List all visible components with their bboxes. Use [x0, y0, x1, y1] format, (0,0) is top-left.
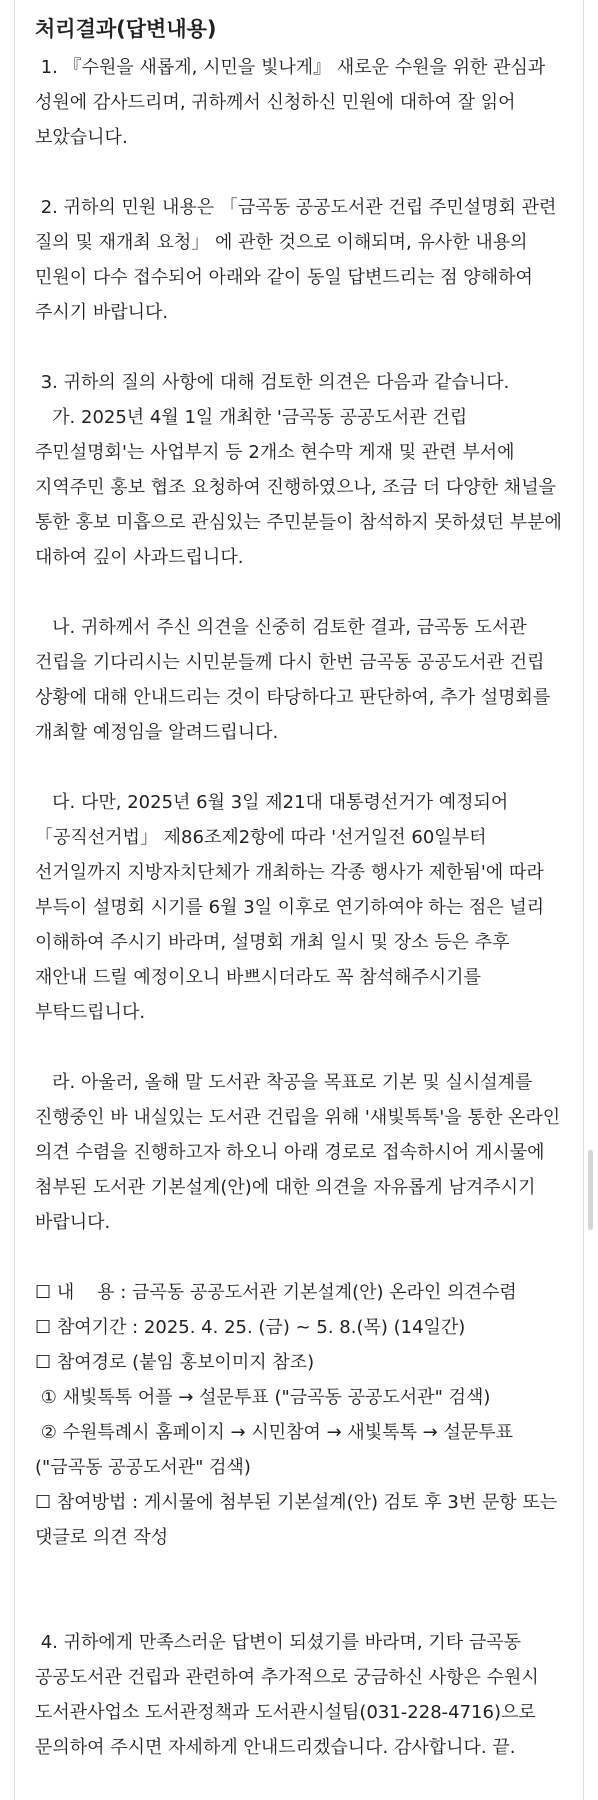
participation-info-list: ☐ 내 용 : 금곡동 공공도서관 기본설계(안) 온라인 의견수렴 ☐ 참여기간 : 2025. 4. 25. (금) ~ 5. 8.(목) (14일간) ☐ 참여경로 (붙임 홍보이미지 참조) ① 새빛톡톡 어플 → 설문투표 ("금곡동 공공도서관" 검색) ② 수원특례시 홈페이지 → 시민참여 → 새빛톡톡 → 설문투표 ("금곡동 공공도서관" 검색) ☐ 참여방법 : 게시물에 첨부된 기본설계(안) 검토 후 3번 문항 또는 댓글로 의견 작성: [35, 1282, 558, 1548]
document-body: [35, 10, 565, 1765]
paragraph-3-da: 다. 다만, 2025년 6월 3일 제21대 대통령선거가 예정되어 「공직선거법」 제86조제2항에 따라 '선거일전 60일부터 선거일까지 지방자치단체가 개최하는 각종 행사가 제한됨'에 따라 부득이 설명회 시기를 6월 3일 이후로 연기하여야 하는 점은 널리 이해하여 주시기 바라며, 설명회 개최 일시 및 장소 등은 추후 재안내 드릴 예정이오니 바쁘시더라도 꼭 참석해주시기를 부탁드립니다.: [35, 792, 550, 1023]
paragraph-4-closing: 4. 귀하에게 만족스러운 답변이 되셨기를 바라며, 기타 금곡동 공공도서관 건립과 관련하여 추가적으로 궁금하신 사항은 수원시 도서관사업소 도서관정책과 도서관시설팀(031-228-4716)으로 문의하여 주시면 자세하게 안내드리겠습니다. 감사합니다. 끝.: [35, 1632, 545, 1758]
paragraph-2-summary: 2. 귀하의 민원 내용은 「금곡동 공공도서관 건립 주민설명회 관련 질의 및 재개최 요청」 에 관한 것으로 이해되며, 유사한 내용의 민원이 다수 접수되어 아래와 같이 동일 답변드리는 점 양해하여 주시기 바랍니다.: [35, 197, 563, 323]
result-heading: 처리결과(답변내용): [35, 17, 217, 41]
scrollbar-thumb[interactable]: [588, 1150, 593, 1230]
paragraph-3-ra: 라. 아울러, 올해 말 도서관 착공을 목표로 기본 및 실시설계를 진행중인 바 내실있는 도서관 건립을 위해 '새빛톡톡'을 통한 온라인 의견 수렴을 진행하고자 하오니 아래 경로로 접속하시어 게시물에 첨부된 도서관 기본설계(안)에 대한 의견을 자유롭게 남겨주시기 바랍니다.: [35, 1072, 566, 1233]
left-border: [14, 0, 15, 1800]
paragraph-1-greeting: 1. 『수원을 새롭게, 시민을 빛나게』 새로운 수원을 위한 관심과 성원에 감사드리며, 귀하께서 신청하신 민원에 대하여 잘 읽어 보았습니다.: [35, 57, 552, 148]
paragraph-3-na: 나. 귀하께서 주신 의견을 신중히 검토한 결과, 금곡동 도서관 건립을 기다리시는 시민분들께 다시 한번 금곡동 공공도서관 건립 상황에 대해 안내드리는 것이 타당하다고 판단하여, 추가 설명회를 개최할 예정임을 알려드립니다.: [35, 617, 556, 743]
paragraph-3-ga: 3. 귀하의 질의 사항에 대해 검토한 의견은 다음과 같습니다. 가. 2025년 4월 1일 개최한 '금곡동 공공도서관 건립 주민설명회'는 사업부지 등 2개소 현수막 게재 및 관련 부서에 지역주민 홍보 협조 요청하여 진행하였으나, 조금 더 다양한 채널을 통한 홍보 미흡으로 관심있는 주민분들이 참석하지 못하셨던 부분에 대하여 깊이 사과드립니다.: [35, 372, 562, 568]
right-border: [583, 0, 584, 1800]
